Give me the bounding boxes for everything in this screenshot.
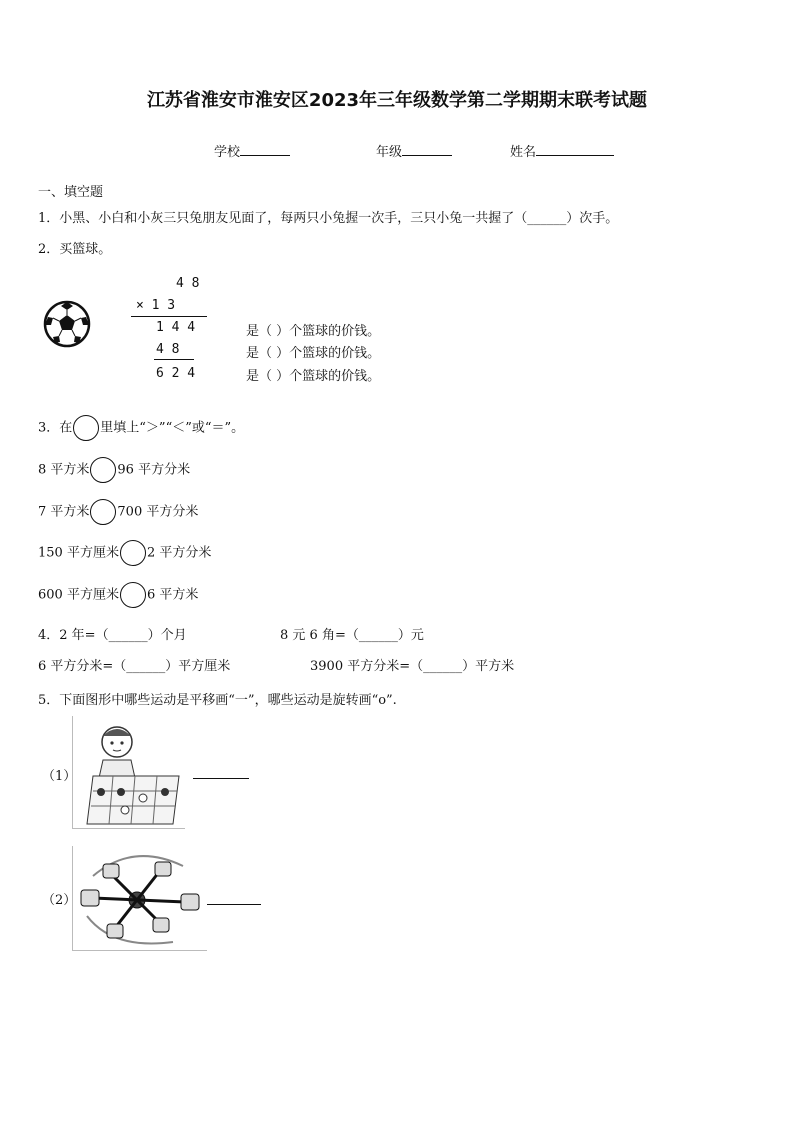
calc-rule-1: [131, 316, 207, 317]
q5-label-1: （1）: [42, 769, 77, 784]
q3-prefix: 3．在: [38, 420, 73, 436]
calc-line-4: 4 8: [156, 342, 180, 357]
q5-answer-blank-1[interactable]: [193, 778, 249, 779]
question-5: 5．下面图形中哪些运动是平移画“一”，哪些运动是旋转画“o”.: [38, 693, 397, 708]
compare-item-2: [38, 499, 198, 525]
grade-blank[interactable]: [402, 143, 452, 156]
q2-answer-1: 是（ ）个篮球的价钱。: [246, 324, 381, 339]
name-label: 姓名: [510, 145, 537, 160]
compare-item-3: [38, 540, 211, 566]
compare-left: 150 平方厘米: [38, 545, 119, 561]
q4-item-c: 6 平方分米=（______）平方厘米: [38, 659, 231, 674]
question-1: 1．小黑、小白和小灰三只兔朋友见面了，每两只小兔握一次手，三只小兔一共握了（______）次手。: [38, 211, 619, 226]
calc-line-2: × 1 3: [136, 298, 176, 313]
compare-circle-icon: [73, 415, 99, 441]
school-blank[interactable]: [240, 143, 290, 156]
compare-right: 2 平方分米: [146, 545, 212, 561]
q5-answer-blank-2[interactable]: [207, 904, 261, 905]
compare-right: 96 平方分米: [117, 462, 191, 478]
compare-right: 6 平方米: [146, 587, 199, 603]
q4-item-b: 8 元 6 角=（______）元: [280, 628, 424, 643]
compare-circle[interactable]: [90, 457, 116, 483]
calc-rule-2: [154, 359, 194, 360]
compare-item-1: [38, 457, 190, 483]
compare-left: 8 平方米: [38, 462, 90, 478]
question-3: [38, 415, 244, 441]
page-title: 江苏省淮安市淮安区2023年三年级数学第二学期期末联考试题: [146, 90, 648, 111]
school-field: [214, 141, 290, 160]
compare-circle[interactable]: [120, 540, 146, 566]
section-heading: 一、填空题: [38, 185, 104, 200]
q5-label-2: （2）: [42, 893, 77, 908]
grade-field: [376, 141, 452, 160]
q3-suffix: 里填上“＞”“＜”或“＝”。: [100, 420, 245, 436]
calc-line-5: 6 2 4: [156, 366, 196, 381]
compare-left: 7 平方米: [38, 504, 90, 520]
calc-line-3: 1 4 4: [156, 320, 196, 335]
school-label: 学校: [214, 145, 241, 160]
compare-item-4: [38, 582, 198, 608]
q2-answer-3: 是（ ）个篮球的价钱。: [246, 369, 381, 384]
calc-line-1: 4 8: [176, 276, 200, 291]
rotating-ride-picture: [72, 846, 207, 951]
compare-left: 600 平方厘米: [38, 587, 119, 603]
compare-right: 700 平方分米: [117, 504, 199, 520]
soccer-ball-icon: [43, 300, 91, 348]
compare-circle[interactable]: [120, 582, 146, 608]
boy-chess-picture: [72, 716, 185, 829]
grade-label: 年级: [376, 145, 403, 160]
name-blank[interactable]: [536, 143, 614, 156]
q4-item-a: 4．2 年=（______）个月: [38, 628, 187, 643]
name-field: [510, 141, 614, 160]
q2-answer-2: 是（ ）个篮球的价钱。: [246, 346, 381, 361]
compare-circle[interactable]: [90, 499, 116, 525]
q4-item-d: 3900 平方分米=（______）平方米: [310, 659, 515, 674]
question-2: 2．买篮球。: [38, 242, 112, 257]
